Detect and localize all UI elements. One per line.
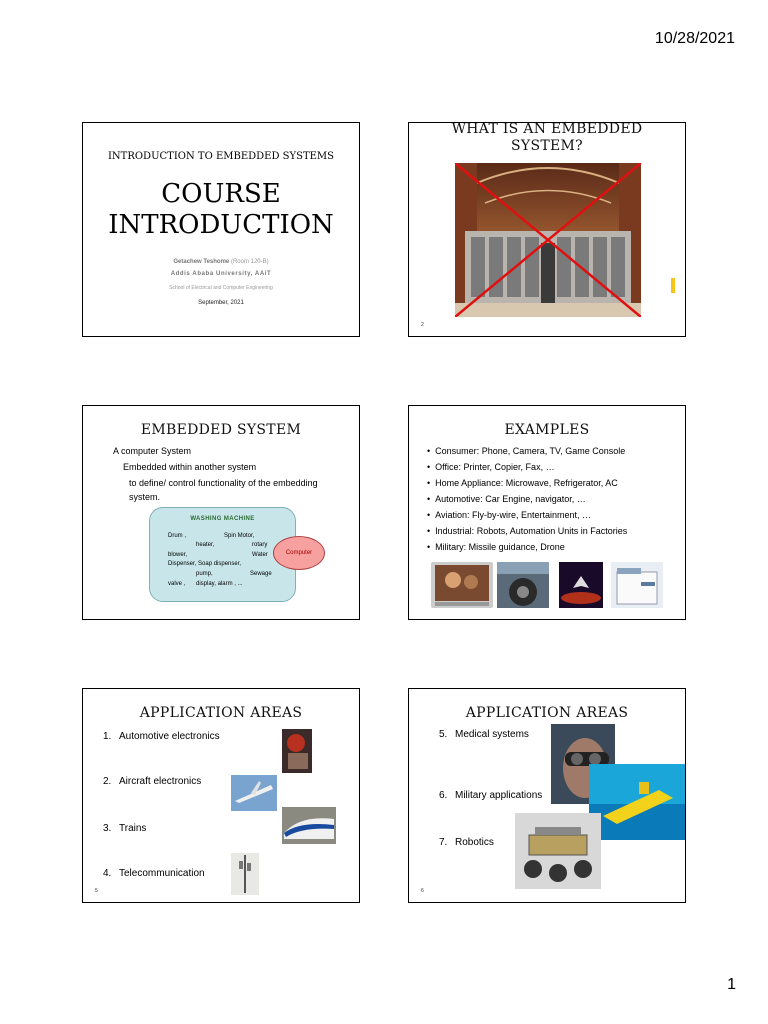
slide-5-thumbnail[interactable]	[82, 688, 360, 903]
list-item	[427, 445, 627, 461]
item-text: Fly-by-wire, Entertainment, …	[472, 510, 592, 520]
yellow-marker	[671, 278, 675, 293]
header-date: 10/28/2021	[654, 30, 735, 47]
automotive-image	[282, 729, 312, 773]
slide-number: 5	[95, 888, 98, 894]
list-item	[427, 541, 627, 557]
aircraft-image	[231, 775, 277, 811]
robotics-image	[515, 813, 601, 889]
item-text: Robotics	[455, 837, 494, 848]
slide-subtitle: INTRODUCTION TO EMBEDDED SYSTEMS	[107, 151, 335, 162]
component-label: heater,	[196, 542, 215, 548]
list-item	[439, 790, 542, 801]
slide-title	[409, 122, 685, 155]
author	[83, 259, 359, 265]
text-line: Embedded within another system	[123, 462, 257, 472]
item-text: Military applications	[455, 790, 543, 801]
item-number: 3.	[103, 823, 112, 834]
slide-number: 6	[421, 888, 424, 894]
airplane-night-image	[559, 562, 603, 608]
list-item	[103, 776, 201, 787]
item-text: Aircraft electronics	[119, 776, 202, 787]
item-label: Automotive:	[435, 494, 483, 504]
slide-4-thumbnail[interactable]	[408, 405, 686, 620]
item-number: 7.	[439, 837, 448, 848]
list-item	[427, 509, 627, 525]
item-label: Industrial:	[435, 526, 475, 536]
item-text: Microwave, Refrigerator, AC	[505, 478, 618, 488]
component-label: valve ,	[168, 581, 186, 587]
text-line: system.	[129, 492, 161, 502]
item-text: Printer, Copier, Fax, …	[463, 462, 555, 472]
slide-number: 2	[421, 322, 424, 328]
list-item	[103, 823, 146, 834]
slide-3-thumbnail[interactable]	[82, 405, 360, 620]
component-label: Sewage	[250, 571, 272, 577]
author-name: Getachew Teshome	[173, 259, 230, 265]
slide-title-line-1: WHAT IS AN EMBEDDED	[451, 122, 643, 137]
telecom-tower-image	[231, 853, 259, 895]
component-label: Water	[252, 552, 268, 558]
slide-2-thumbnail[interactable]	[408, 122, 686, 337]
computer-bubble: Computer	[273, 536, 325, 570]
item-label: Home Appliance:	[435, 478, 504, 488]
slide-title-line-2: INTRODUCTION	[108, 210, 334, 240]
item-label: Consumer:	[435, 446, 480, 456]
component-label: rotary	[252, 542, 268, 548]
item-text: Trains	[119, 823, 147, 834]
item-text: Automotive electronics	[119, 731, 220, 742]
item-text: Medical systems	[455, 729, 529, 740]
item-number: 2.	[103, 776, 112, 787]
car-dashboard-image	[497, 562, 549, 608]
item-number: 1.	[103, 731, 112, 742]
slide-title: EMBEDDED SYSTEM	[140, 422, 302, 438]
component-label: Spin Motor,	[224, 533, 255, 539]
item-number: 6.	[439, 790, 448, 801]
list-item	[439, 729, 529, 740]
military-drone-image	[589, 764, 685, 840]
item-text: Car Engine, navigator, …	[485, 494, 586, 504]
examples-list	[427, 445, 627, 557]
slide-title-line-1: COURSE	[161, 179, 281, 209]
tv-image	[431, 562, 493, 608]
component-label: blower,	[168, 552, 188, 558]
school: School of Electrical and Computer Engineering	[169, 285, 273, 291]
item-number: 4.	[103, 868, 112, 879]
slide-title: EXAMPLES	[504, 422, 590, 438]
copier-image	[611, 562, 663, 608]
list-item	[427, 525, 627, 541]
list-item	[427, 477, 627, 493]
diagram-title: WASHING MACHINE	[190, 516, 255, 522]
item-text: Phone, Camera, TV, Game Console	[481, 446, 626, 456]
page-number: 1	[727, 976, 736, 993]
component-label: Dispenser, Soap dispenser,	[168, 561, 242, 567]
component-label: pump,	[196, 571, 213, 577]
text-line: A computer System	[113, 446, 192, 456]
slide-6-thumbnail[interactable]	[408, 688, 686, 903]
item-text: Missile guidance, Drone	[468, 542, 565, 552]
item-text: Robots, Automation Units in Factories	[476, 526, 628, 536]
item-number: 5.	[439, 729, 448, 740]
slide-title	[83, 179, 359, 241]
server-hall-photo	[455, 163, 641, 317]
component-label: Drum ,	[168, 533, 186, 539]
slide-title: APPLICATION AREAS	[465, 705, 629, 721]
item-label: Military:	[435, 542, 467, 552]
slide-1-thumbnail[interactable]	[82, 122, 360, 337]
train-image	[282, 807, 336, 844]
item-text: Telecommunication	[119, 868, 205, 879]
list-item	[439, 837, 494, 848]
author-room: (Room 120-B)	[230, 259, 269, 265]
text-line: to define/ control functionality of the embedding	[129, 478, 318, 488]
university: Addis Ababa University, AAiT	[170, 271, 272, 277]
slide-date: September, 2021	[198, 300, 244, 306]
list-item	[427, 461, 627, 477]
component-label: display, alarm , ...	[196, 581, 243, 587]
list-item	[427, 493, 627, 509]
item-label: Office:	[435, 462, 462, 472]
list-item	[103, 868, 205, 879]
item-label: Aviation:	[435, 510, 470, 520]
slide-title-line-2: SYSTEM?	[511, 138, 583, 154]
list-item	[103, 731, 220, 742]
slide-title: APPLICATION AREAS	[139, 705, 303, 721]
